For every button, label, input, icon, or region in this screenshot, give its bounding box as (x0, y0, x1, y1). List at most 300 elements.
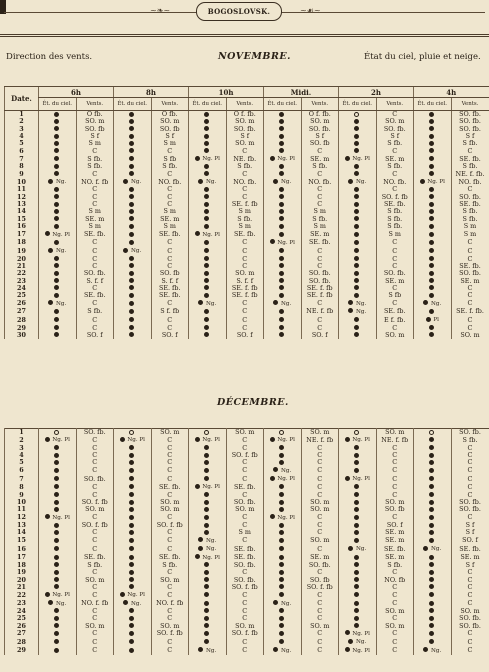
sky-state-cell (189, 171, 227, 178)
table-row (5, 506, 489, 513)
table-row (5, 584, 489, 591)
overcast-sky-icon (279, 523, 284, 528)
wind-cell: SE. fb. (376, 545, 414, 553)
overcast-sky-icon (129, 263, 134, 268)
overcast-sky-icon (348, 308, 353, 313)
wind-cell: C (301, 522, 339, 529)
wind-cell: C (76, 239, 114, 247)
overcast-sky-icon (54, 240, 59, 245)
overcast-sky-icon (54, 546, 59, 551)
wind-cell: SO. fb. (451, 623, 489, 630)
wind-cell: C (76, 615, 114, 622)
sky-state-cell (414, 459, 452, 466)
wind-cell: S fb. (226, 216, 264, 223)
overcast-sky-icon (429, 148, 434, 153)
sky-state-cell (339, 492, 377, 499)
wind-cell: C (76, 608, 114, 615)
wind-cell: C (151, 325, 189, 332)
sky-state-cell (114, 239, 152, 247)
wind-cell: C (376, 475, 414, 483)
sky-state-cell (114, 223, 152, 230)
overcast-sky-icon (54, 623, 59, 628)
wind-cell: SO. f. fb (76, 522, 114, 529)
overcast-sky-icon (129, 148, 134, 153)
sky-state-cell (339, 256, 377, 263)
overcast-sky-icon (354, 194, 359, 199)
date-cell: 7 (5, 155, 39, 163)
date-cell: 30 (5, 332, 39, 339)
wind-cell: C (151, 569, 189, 576)
wind-cell: C (151, 201, 189, 208)
table-row (5, 256, 489, 263)
sky-state-cell (339, 194, 377, 201)
overcast-sky-icon (129, 445, 134, 450)
wind-cell: C (301, 256, 339, 263)
date-cell: 26 (5, 300, 39, 308)
sky-state-cell (189, 155, 227, 163)
overcast-sky-icon (429, 507, 434, 512)
sky-state-cell (264, 647, 302, 655)
overcast-sky-icon (270, 437, 275, 442)
sky-state-cell (414, 148, 452, 155)
sky-state-cell (39, 231, 77, 239)
overcast-sky-icon (345, 156, 350, 161)
sky-state-cell (339, 133, 377, 140)
overcast-sky-icon (48, 600, 53, 605)
date-cell: 15 (5, 216, 39, 223)
date-cell: 2 (5, 436, 39, 444)
wind-cell: O fb. (76, 111, 114, 119)
overcast-sky-icon (54, 445, 59, 450)
wind-cell: SO. m (226, 429, 264, 437)
sky-state-cell (339, 163, 377, 170)
overcast-sky-icon (54, 507, 59, 512)
wind-cell: C (151, 591, 189, 599)
table-row (5, 529, 489, 536)
overcast-sky-icon (54, 484, 59, 489)
sky-state-cell (339, 332, 377, 339)
overcast-sky-icon (279, 484, 284, 489)
sky-state-cell (114, 208, 152, 215)
overcast-sky-icon (129, 453, 134, 458)
overcast-sky-icon (129, 271, 134, 276)
sky-state-cell (114, 522, 152, 529)
wind-cell: C (76, 483, 114, 491)
sky-state-cell (114, 554, 152, 562)
wind-cell: SE. fb. (226, 231, 264, 239)
sky-state-cell (39, 239, 77, 247)
top-rule (0, 34, 489, 35)
date-cell: 9 (5, 492, 39, 499)
overcast-sky-icon (129, 293, 134, 298)
sky-state-cell (339, 171, 377, 178)
sky-state-cell (189, 569, 227, 576)
wind-cell: C (301, 148, 339, 155)
sky-state-cell (264, 163, 302, 170)
date-cell: 1 (5, 429, 39, 437)
overcast-sky-icon (204, 453, 209, 458)
sky-state-cell (114, 118, 152, 125)
overcast-sky-icon (429, 278, 434, 283)
wind-cell: C (151, 514, 189, 522)
overcast-sky-icon (129, 126, 134, 131)
sky-state-cell (39, 514, 77, 522)
overcast-sky-icon (279, 278, 284, 283)
wind-cell: S f (376, 133, 414, 140)
sky-state-cell (414, 623, 452, 630)
wind-cell: SO. fb. (301, 562, 339, 569)
sky-state-cell (189, 483, 227, 491)
sky-state-cell (264, 247, 302, 255)
wind-cell: S fb. (451, 163, 489, 170)
sky-state-cell (114, 623, 152, 630)
overcast-sky-icon (354, 209, 359, 214)
sky-state-cell (39, 208, 77, 215)
sky-state-cell (39, 522, 77, 529)
wind-cell: S fb. (76, 155, 114, 163)
overcast-sky-icon (129, 515, 134, 520)
overcast-sky-icon (123, 600, 128, 605)
overcast-sky-icon (129, 484, 134, 489)
wind-cell: C (151, 239, 189, 247)
hour-header: Midi. (264, 87, 339, 98)
wind-cell: S fb. (376, 562, 414, 569)
sky-state-cell (264, 148, 302, 155)
date-cell: 21 (5, 584, 39, 591)
sky-state-cell (39, 247, 77, 255)
wind-cell: C (151, 467, 189, 475)
overcast-sky-icon (54, 171, 59, 176)
sky-state-cell (114, 545, 152, 553)
date-cell: 20 (5, 577, 39, 584)
table-row (5, 148, 489, 155)
sky-state-cell (189, 178, 227, 186)
overcast-sky-icon (129, 119, 134, 124)
sky-condition-label: Ng. Pl (200, 554, 220, 561)
wind-cell: C (301, 325, 339, 332)
overcast-sky-icon (273, 467, 278, 472)
sky-state-cell (114, 292, 152, 299)
table-row (5, 231, 489, 239)
overcast-sky-icon (279, 148, 284, 153)
overcast-sky-icon (354, 285, 359, 290)
wind-cell: S m (376, 231, 414, 239)
date-cell: 8 (5, 483, 39, 491)
sky-state-cell (189, 452, 227, 459)
wind-cell: C (151, 584, 189, 591)
overcast-sky-icon (204, 577, 209, 582)
overcast-sky-icon (429, 616, 434, 621)
sky-state-cell (339, 201, 377, 208)
sky-state-cell (39, 171, 77, 178)
sky-state-cell (189, 186, 227, 193)
sky-state-cell (189, 554, 227, 562)
overcast-sky-icon (354, 134, 359, 139)
sky-state-cell (39, 562, 77, 569)
sky-state-cell (114, 216, 152, 223)
wind-cell: C (376, 148, 414, 155)
clear-sky-icon (354, 430, 359, 435)
overcast-sky-icon (429, 202, 434, 207)
sky-condition-label: Ng. Pl (50, 514, 70, 521)
date-cell: 3 (5, 126, 39, 133)
sky-state-cell (39, 623, 77, 630)
overcast-sky-icon (279, 492, 284, 497)
sky-state-cell (339, 208, 377, 215)
overcast-sky-icon (354, 271, 359, 276)
sky-condition-label: Ng. Pl (275, 476, 295, 483)
wind-cell: SO. fb (76, 126, 114, 133)
wind-cell: C (76, 436, 114, 444)
wind-cell: C (226, 638, 264, 646)
top-rule-inner (0, 36, 489, 37)
sky-state-cell (414, 155, 452, 163)
sky-state-cell (264, 201, 302, 208)
sky-state-cell (39, 429, 77, 437)
table-row (5, 208, 489, 215)
overcast-sky-icon (129, 623, 134, 628)
sky-state-cell (414, 584, 452, 591)
overcast-sky-icon (429, 248, 434, 253)
overcast-sky-icon (354, 555, 359, 560)
wind-cell: C (376, 445, 414, 452)
sky-state-cell (189, 256, 227, 263)
sky-state-cell (39, 278, 77, 285)
sky-condition-label: Ng. (354, 308, 367, 315)
date-cell: 25 (5, 292, 39, 299)
overcast-sky-icon (204, 492, 209, 497)
sky-state-cell (414, 562, 452, 569)
overcast-sky-icon (423, 647, 428, 652)
overcast-sky-icon (273, 300, 278, 305)
overcast-sky-icon (204, 224, 209, 229)
sky-condition-label: Ng. Pl (50, 592, 70, 599)
sky-state-cell (189, 638, 227, 646)
sky-condition-label: Ng. Pl (50, 437, 70, 444)
overcast-sky-icon (279, 232, 284, 237)
date-cell: 10 (5, 178, 39, 186)
wind-cell: C (76, 584, 114, 591)
overcast-sky-icon (129, 187, 134, 192)
sky-state-cell (339, 452, 377, 459)
overcast-sky-icon (129, 332, 134, 337)
sky-condition-label: Ng. (279, 179, 292, 186)
wind-cell: SO. fb. (451, 270, 489, 277)
sky-state-cell (264, 171, 302, 178)
overcast-sky-icon (279, 570, 284, 575)
sky-state-cell (114, 316, 152, 324)
wind-cell: SE. fb. (226, 545, 264, 553)
wind-cell: C (151, 300, 189, 308)
sky-state-cell (114, 231, 152, 239)
overcast-sky-icon (429, 577, 434, 582)
wind-cell: C (451, 239, 489, 247)
date-cell: 6 (5, 148, 39, 155)
sky-condition-label: Ng. Pl (50, 231, 70, 238)
date-cell: 23 (5, 278, 39, 285)
date-cell: 20 (5, 256, 39, 263)
wind-cell: SO. fb. (76, 475, 114, 483)
sky-state-cell (114, 445, 152, 452)
overcast-sky-icon (204, 584, 209, 589)
sky-state-cell (264, 300, 302, 308)
wind-cell: C (376, 492, 414, 499)
sky-state-cell (339, 155, 377, 163)
sky-state-cell (39, 256, 77, 263)
overcast-sky-icon (123, 248, 128, 253)
sky-state-cell (339, 445, 377, 452)
overcast-sky-icon (429, 209, 434, 214)
sky-state-cell (264, 492, 302, 499)
wind-cell: S m (301, 208, 339, 215)
overcast-sky-icon (204, 523, 209, 528)
sky-state-subheader: Ét. du ciel. (339, 98, 377, 111)
table-row (5, 499, 489, 506)
table-row (5, 647, 489, 655)
sky-state-cell (114, 256, 152, 263)
wind-cell: SO. m (376, 608, 414, 615)
sky-state-cell (264, 194, 302, 201)
sky-state-cell (39, 300, 77, 308)
sky-state-cell (339, 506, 377, 513)
date-cell: 6 (5, 467, 39, 475)
wind-cell: SO. m (376, 499, 414, 506)
left-caption: Direction des vents. (6, 52, 93, 62)
overcast-sky-icon (354, 468, 359, 473)
sky-state-cell (39, 492, 77, 499)
sky-state-cell (189, 111, 227, 119)
wind-cell: C (76, 569, 114, 576)
overcast-sky-icon (429, 285, 434, 290)
wind-cell: C (226, 514, 264, 522)
wind-cell: SO. fb (151, 126, 189, 133)
sky-state-cell (39, 178, 77, 186)
overcast-sky-icon (429, 570, 434, 575)
sky-state-cell (339, 325, 377, 332)
sky-state-cell (114, 171, 152, 178)
sky-state-cell (114, 178, 152, 186)
overcast-sky-icon (54, 209, 59, 214)
wind-cell: C (376, 171, 414, 178)
wind-cell: C (76, 459, 114, 466)
month-title-decembre: DÉCEMBRE. (217, 397, 289, 408)
sky-state-cell (114, 499, 152, 506)
sky-state-cell (339, 270, 377, 277)
sky-state-cell (189, 499, 227, 506)
overcast-sky-icon (54, 164, 59, 169)
sky-state-cell (339, 545, 377, 553)
overcast-sky-icon (429, 608, 434, 613)
wind-cell: S fb. (151, 163, 189, 170)
sky-state-cell (264, 263, 302, 270)
overcast-sky-icon (279, 608, 284, 613)
overcast-sky-icon (54, 293, 59, 298)
wind-cell: C (451, 452, 489, 459)
wind-cell: SO. m (76, 118, 114, 125)
wind-cell: SO. fb. (451, 499, 489, 506)
sky-state-cell (114, 483, 152, 491)
wind-cell: S fb (151, 155, 189, 163)
sky-condition-label: Ng. (129, 600, 142, 607)
overcast-sky-icon (54, 500, 59, 505)
wind-cell: C (226, 239, 264, 247)
overcast-sky-icon (429, 194, 434, 199)
sky-state-cell (414, 554, 452, 562)
table-row (5, 171, 489, 178)
overcast-sky-icon (54, 631, 59, 636)
wind-cell: C (451, 475, 489, 483)
wind-cell: C (226, 247, 264, 255)
wind-cell: SO. fb. (451, 429, 489, 437)
sky-state-cell (414, 537, 452, 545)
overcast-sky-icon (279, 248, 284, 253)
wind-cell: C (451, 514, 489, 522)
wind-cell: C (76, 638, 114, 646)
wind-cell: C (226, 522, 264, 529)
overcast-sky-icon (354, 202, 359, 207)
hour-header: 10h (189, 87, 264, 98)
overcast-sky-icon (279, 584, 284, 589)
wind-cell: C (376, 615, 414, 622)
sky-state-cell (189, 506, 227, 513)
wind-cell: C (226, 492, 264, 499)
overcast-sky-icon (279, 562, 284, 567)
sky-state-cell (264, 499, 302, 506)
wind-cell: SE. f. fb. (451, 308, 489, 316)
overcast-sky-icon (129, 523, 134, 528)
overcast-sky-icon (429, 623, 434, 628)
sky-condition-label: Ng. (279, 467, 292, 474)
sky-state-cell (414, 270, 452, 277)
wind-cell: C (376, 630, 414, 638)
wind-cell: SE. fb. (451, 545, 489, 553)
date-cell: 12 (5, 514, 39, 522)
wind-cell: S fb. (376, 223, 414, 230)
sky-state-cell (339, 186, 377, 193)
overcast-sky-icon (129, 317, 134, 322)
overcast-sky-icon (204, 445, 209, 450)
sky-state-cell (114, 492, 152, 499)
sky-state-cell (264, 537, 302, 545)
wind-cell: SO. f (451, 537, 489, 545)
overcast-sky-icon (45, 231, 50, 236)
wind-cell: C (376, 452, 414, 459)
wind-cell: C (451, 467, 489, 475)
wind-cell: SO. m (376, 118, 414, 125)
wind-cell: S fb. (451, 208, 489, 215)
winds-subheader: Vents. (451, 98, 489, 111)
sky-condition-label: Ng. (429, 300, 442, 307)
sky-state-cell (114, 600, 152, 608)
wind-cell: C (76, 201, 114, 208)
wind-cell: SO. fb. (301, 278, 339, 285)
wind-cell: S f (451, 529, 489, 536)
sky-state-cell (114, 562, 152, 569)
sky-state-cell (39, 308, 77, 316)
sky-state-cell (339, 239, 377, 247)
overcast-sky-icon (54, 332, 59, 337)
wind-cell: O f. fb. (226, 111, 264, 119)
wind-cell: S f (151, 133, 189, 140)
sky-state-cell (414, 514, 452, 522)
sky-condition-label: Ng. Pl (275, 239, 295, 246)
wind-cell: C (76, 529, 114, 536)
date-cell: 10 (5, 499, 39, 506)
sky-state-cell (39, 615, 77, 622)
wind-cell: C (76, 247, 114, 255)
wind-cell: S m (451, 223, 489, 230)
wind-cell: C (301, 194, 339, 201)
